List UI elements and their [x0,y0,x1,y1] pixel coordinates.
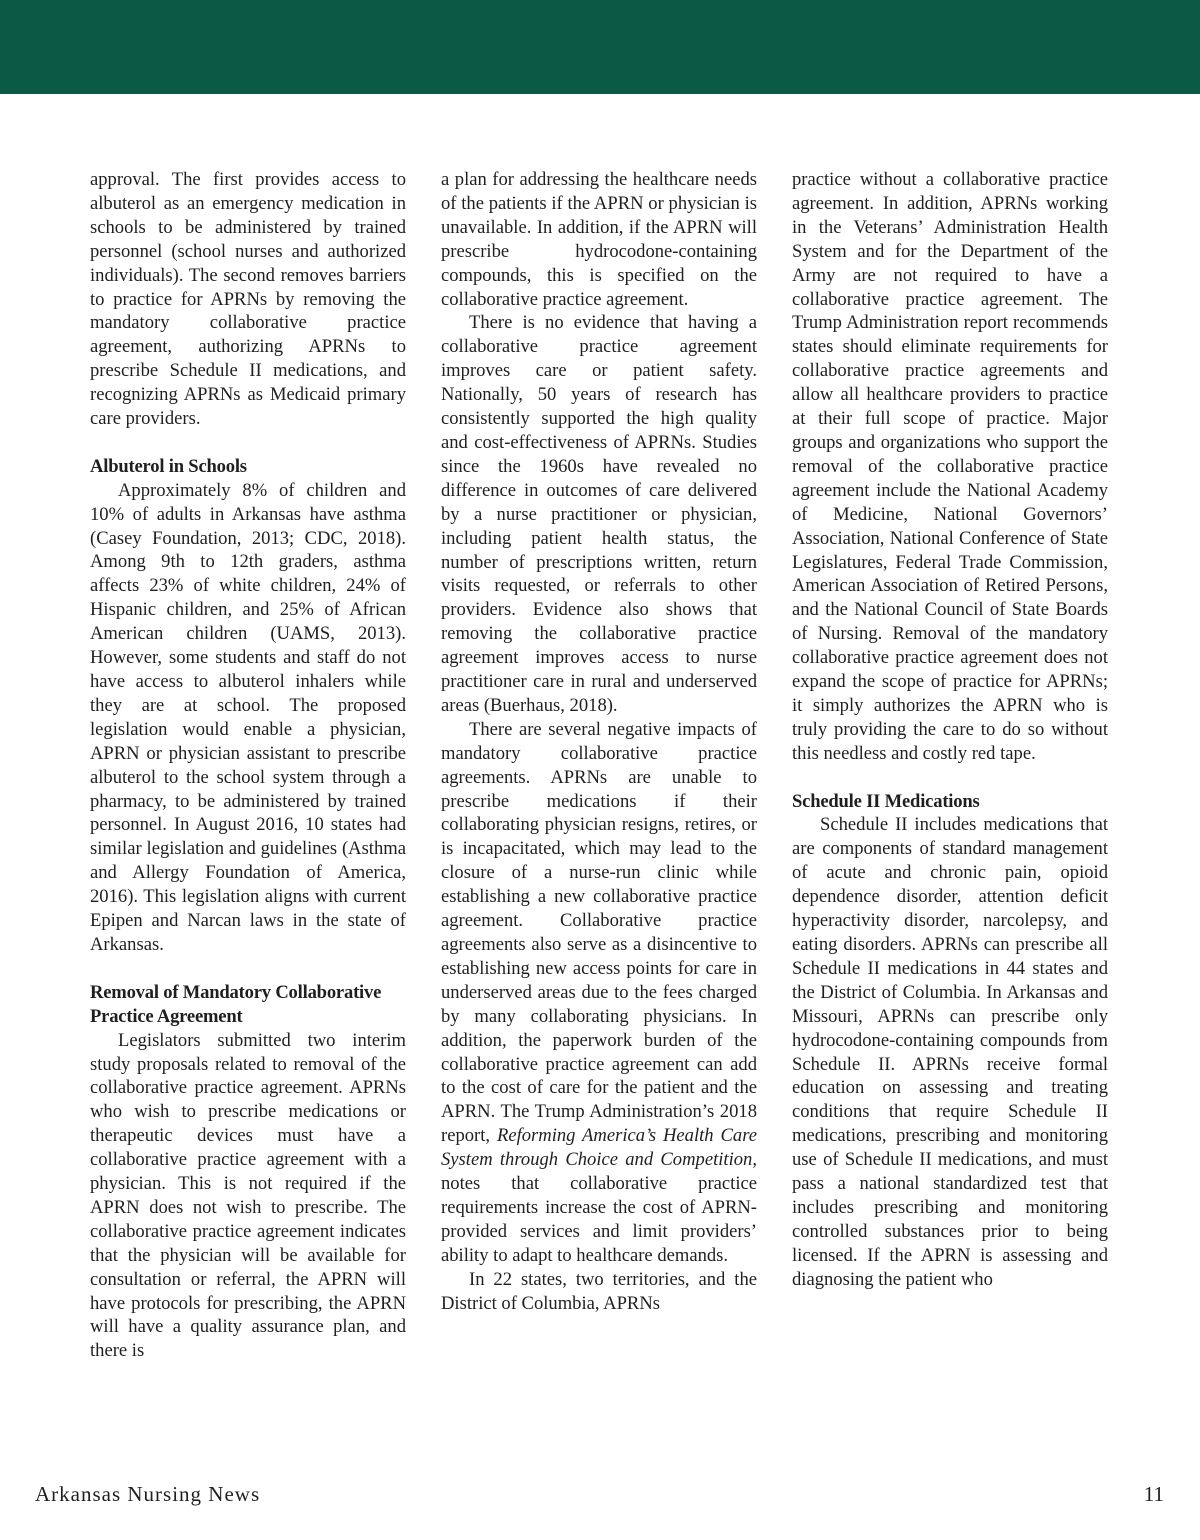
column-2 [441,168,757,1316]
paragraph [441,718,757,1268]
paragraph: practice without a collaborative practice agreement. In addition, APRNs working in the Veterans’ Administration Health System and for the Department of the Army are not required to have a collaborative practice agreement. The Trump Administration report recommends states should eliminate requirements for collaborative practice agreements and allow all healthcare providers to practice at their full scope of practice. Major groups and organizations who support the removal of the collaborative practice agreement include the National Academy of Medicine, National Governors’ Association, National Conference of State Legislatures, Federal Trade Commission, American Association of Retired Persons, and the National Council of State Boards of Nursing. Removal of the mandatory collaborative practice agreement does not expand the scope of practice for APRNs; it simply authorizes the APRN who is truly providing the care to do so without this needless and costly red tape. [792,169,1108,764]
report-title: Reforming America’s Health Care System through Choice and Competition [441,1125,757,1171]
paragraph: Schedule II includes medications that are components of standard management of acute and chronic pain, opioid dependence disorder, attention deficit hyperactivity disorder, narcolepsy, and eating disorders. APRNs can prescribe all Schedule II medications in 44 states and the District of Columbia. In Arkansas and Missouri, APRNs can prescribe only hydrocodone-containing compounds from Schedule II. APRNs receive formal education on assessing and treating conditions that require Schedule II medications, prescribing and monitoring use of Schedule II medications, and must pass a national standardized test that includes prescribing and monitoring controlled substances prior to being licensed. If the APRN is assessing and diagnosing the patient who [792,814,1108,1290]
publication-name: Arkansas Nursing News [35,1482,261,1506]
column-1 [90,168,406,1363]
paragraph: In 22 states, two territories, and the District of Columbia, APRNs [441,1268,757,1314]
column-3 [792,168,1108,1292]
paragraph-text: There are several negative impacts of mandatory collaborative practice agreements. APRNs are unable to prescribe medications if their collaborating physician resigns, retires, or is incapacitated, which may lead to the closure of a nurse-run clinic while establishing a new collaborative practice agreement. Collaborative practice agreements also serve as a disincentive to establishing new access points for care in underserved areas due to the fees charged by many collaborating physicians. In addition, the paperwork burden of the collaborative practice agreement can add to the cost of care for the patient and the APRN. The Trump Administration’s 2018 report, [441,718,757,1147]
paragraph: a plan for addressing the healthcare needs of the patients if the APRN or physician is unavailable. In addition, if the APRN will prescribe hydrocodone-containing compounds, this is specified on the collaborative practice agreement. [441,169,757,310]
section-heading-schedule: Schedule II Medications [792,790,980,812]
paragraph: Legislators submitted two interim study proposals related to removal of the collaborative practice agreement. APRNs who wish to prescribe medications or therapeutic devices must have a collaborative practice agreement with a physician. This is not required if the APRN does not wish to prescribe. The collaborative practice agreement indicates that the physician will be available for consultation or referral, the APRN will have protocols for prescribing, the APRN will have a quality assurance plan, and there is [90,1029,406,1362]
paragraph: approval. The first provides access to albuterol as an emergency medication in schools to be administered by trained personnel (school nurses and authorized individuals). The second removes barriers to practice for APRNs by removing the mandatory collaborative practice agreement, authorizing APRNs to prescribe Schedule II medications, and recognizing APRNs as Medicaid primary care providers. [90,169,406,430]
header-band [0,0,1200,94]
section-heading-albuterol: Albuterol in Schools [90,455,247,477]
article-columns [90,168,1110,1468]
paragraph: Approximately 8% of children and 10% of adults in Arkansas have asthma (Casey Foundation, 2013; CDC, 2018). Among 9th to 12th graders, asthma affects 23% of white children, 24% of Hispanic children, and 25% of African American children (UAMS, 2013). However, some students and staff do not have access to albuterol inhalers while they are at school. The proposed legislation would enable a physician, APRN or physician assistant to prescribe albuterol to the school system through a pharmacy, to be administered by trained personnel. In August 2016, 10 states had similar legislation and guidelines (Asthma and Allergy Foundation of America, 2016). This legislation aligns with current Epipen and Narcan laws in the state of Arkansas. [90,479,406,955]
section-heading-removal: Removal of Mandatory Collaborative Practice Agreement [90,981,382,1027]
paragraph-text: , notes that collaborative practice requirements increase the cost of APRN-provided services and limit providers’ ability to adapt to healthcare demands. [441,1149,757,1266]
page-number: 11 [1143,1482,1164,1506]
paragraph: There is no evidence that having a collaborative practice agreement improves care or patient safety. Nationally, 50 years of research has consistently supported the high quality and cost-effectiveness of APRNs. Studies since the 1960s have revealed no difference in outcomes of care delivered by a nurse practitioner or physician, including patient health status, the number of prescriptions written, return visits requested, or referrals to other providers. Evidence also shows that removing the collaborative practice agreement improves access to nurse practitioner care in rural and underserved areas (Buerhaus, 2018). [441,312,757,716]
